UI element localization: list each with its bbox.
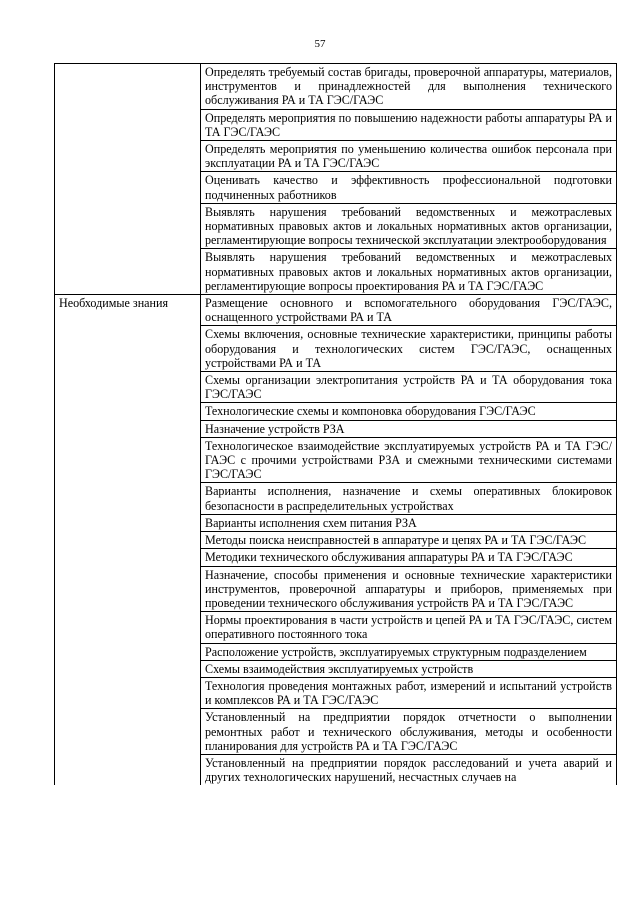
knowledge-cell: Методики технического обслуживания аппаратуры РА и ТА ГЭС/ГАЭС: [201, 549, 617, 566]
knowledge-cell: Варианты исполнения схем питания РЗА: [201, 514, 617, 531]
knowledge-cell: Технологические схемы и компоновка оборудования ГЭС/ГАЭС: [201, 403, 617, 420]
skill-cell: Определять требуемый состав бригады, проверочной аппаратуры, материалов, инструментов и принадлежностей для выполнения технического обслуживания РА и ТА ГЭС/ГАЭС: [201, 64, 617, 110]
skill-cell: Выявлять нарушения требований ведомственных и межотраслевых нормативных правовых актов и локальных нормативных актов организации, регламентирующие вопросы проектирования РА и ТА ГЭС/ГАЭС: [201, 249, 617, 295]
skill-cell: Определять мероприятия по уменьшению количества ошибок персонала при эксплуатации РА и ТА ГЭС/ГАЭС: [201, 141, 617, 172]
skill-cell: Выявлять нарушения требований ведомственных и межотраслевых нормативных правовых актов и локальных нормативных актов организации, регламентирующие вопросы технической эксплуатации электрооборудования: [201, 203, 617, 249]
knowledge-cell: Варианты исполнения, назначение и схемы оперативных блокировок безопасности в распределительных устройствах: [201, 483, 617, 514]
knowledge-cell: Расположение устройств, эксплуатируемых структурным подразделением: [201, 643, 617, 660]
row-label-empty: [55, 64, 201, 295]
skill-cell: Определять мероприятия по повышению надежности работы аппаратуры РА и ТА ГЭС/ГАЭС: [201, 109, 617, 140]
knowledge-cell: Размещение основного и вспомогательного оборудования ГЭС/ГАЭС, оснащенного устройствами РА и ТА: [201, 295, 617, 326]
knowledge-cell: Назначение устройств РЗА: [201, 420, 617, 437]
knowledge-cell: Технология проведения монтажных работ, измерений и испытаний устройств и комплексов РА и ТА ГЭС/ГАЭС: [201, 677, 617, 708]
page-number: 57: [314, 38, 326, 50]
knowledge-cell: Назначение, способы применения и основные технические характеристики инструментов, проверочной аппаратуры и приборов, применяемых при проведении технического обслуживания устройств РА и ТА ГЭС/ГАЭС: [201, 566, 617, 612]
knowledge-cell: Установленный на предприятии порядок расследований и учета аварий и других технологических нарушений, несчастных случаев на: [201, 754, 617, 785]
knowledge-cell: Схемы взаимодействия эксплуатируемых устройств: [201, 660, 617, 677]
knowledge-cell: Схемы включения, основные технические характеристики, принципы работы оборудования и технологических систем ГЭС/ГАЭС, оснащенных устройствами РА и ТА: [201, 326, 617, 372]
knowledge-cell: Методы поиска неисправностей в аппаратуре и цепях РА и ТА ГЭС/ГАЭС: [201, 532, 617, 549]
skill-cell: Оценивать качество и эффективность профессиональной подготовки подчиненных работников: [201, 172, 617, 203]
table-row: [55, 295, 617, 326]
knowledge-cell: Технологическое взаимодействие эксплуатируемых устройств РА и ТА ГЭС/ГАЭС с прочими устройствами РЗА и смежными техническими системами ГЭС/ГАЭС: [201, 437, 617, 483]
skills-knowledge-table: [54, 63, 617, 785]
knowledge-cell: Установленный на предприятии порядок отчетности о выполнении ремонтных работ и технического обслуживания, методы и особенности планирования для устройств РА и ТА ГЭС/ГАЭС: [201, 709, 617, 755]
knowledge-cell: Нормы проектирования в части устройств и цепей РА и ТА ГЭС/ГАЭС, систем оперативного постоянного тока: [201, 612, 617, 643]
knowledge-label: Необходимые знания: [55, 295, 201, 786]
knowledge-cell: Схемы организации электропитания устройств РА и ТА оборудования тока ГЭС/ГАЭС: [201, 372, 617, 403]
table-row: [55, 64, 617, 110]
